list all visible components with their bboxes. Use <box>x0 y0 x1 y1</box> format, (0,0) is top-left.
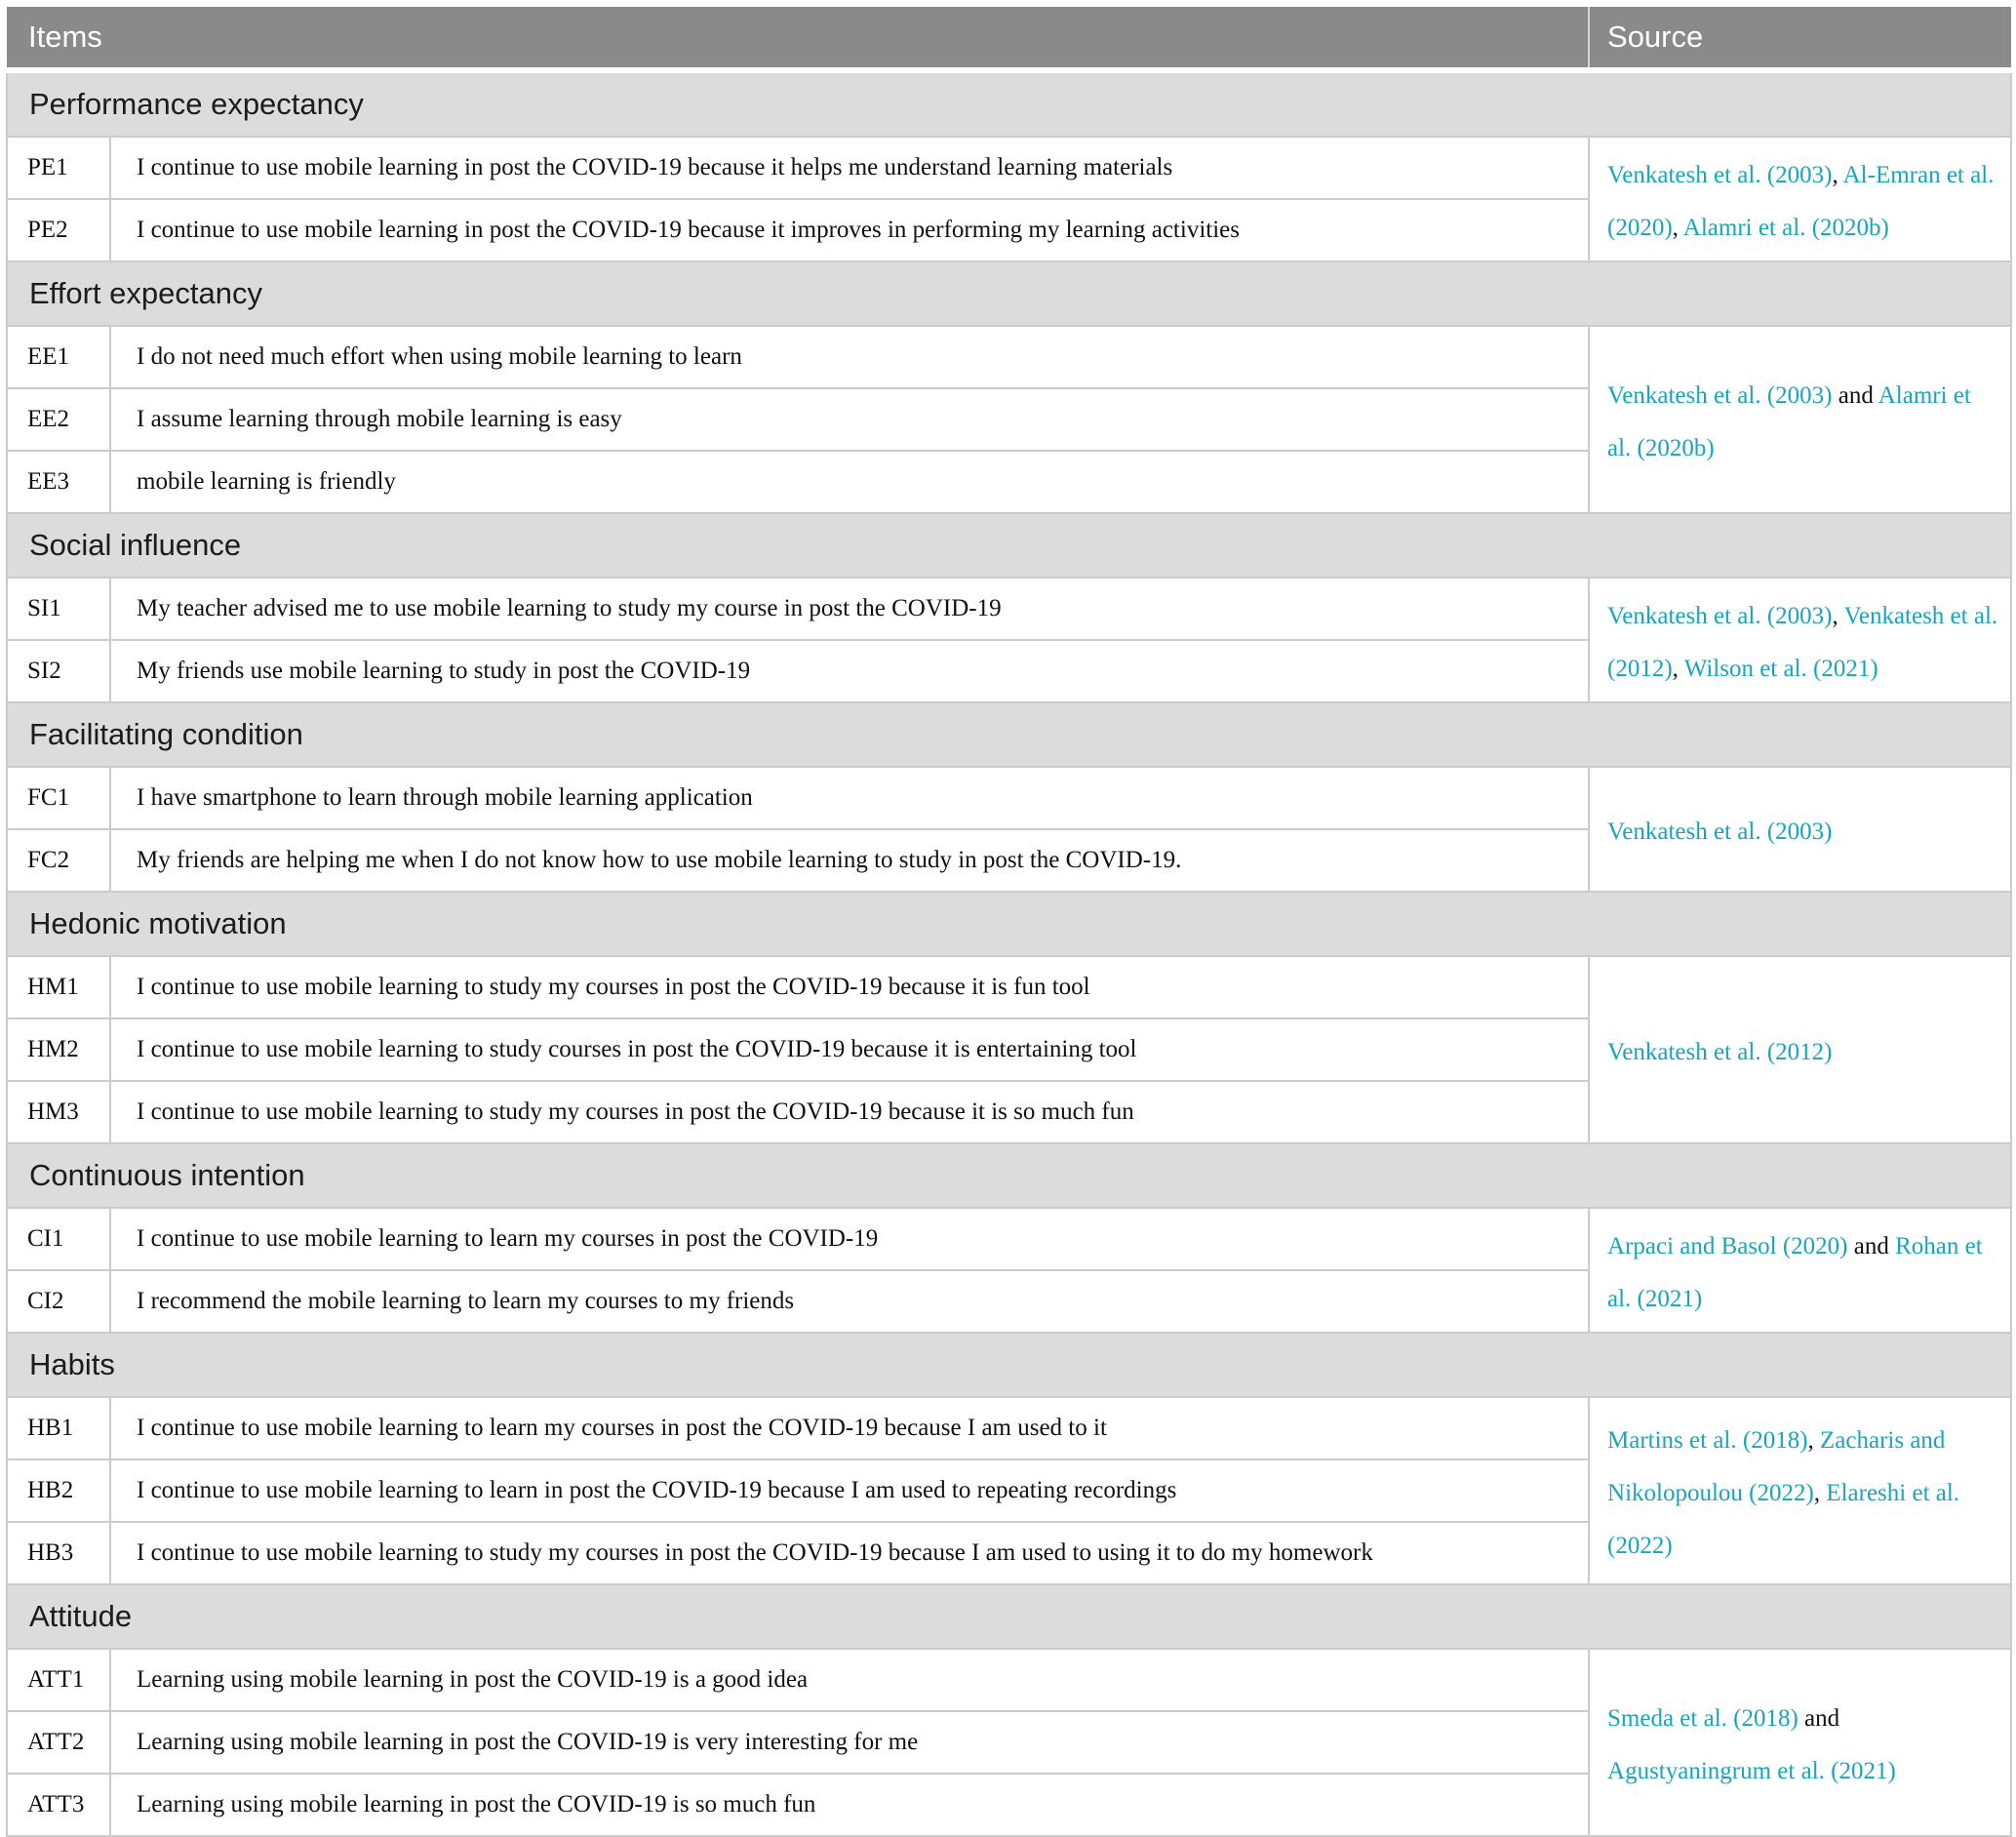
source-cell <box>1589 1397 2011 1584</box>
citation-link[interactable]: Zacharis and Nikolopoulou (2022) <box>1607 1427 1946 1506</box>
item-text: Learning using mobile learning in post the COVID-19 is very interesting for me <box>110 1711 1589 1774</box>
section-title: Habits <box>7 1333 2011 1397</box>
item-text: I continue to use mobile learning to learn in post the COVID-19 because I am used to repeating recordings <box>110 1459 1589 1522</box>
source-separator: and <box>1847 1233 1896 1259</box>
citation-link[interactable]: Venkatesh et al. (2003) <box>1607 603 1833 629</box>
item-code: SI2 <box>7 640 110 702</box>
item-text: My friends use mobile learning to study in post the COVID-19 <box>110 640 1589 702</box>
item-text: I continue to use mobile learning to study my courses in post the COVID-19 because it is so much fun <box>110 1081 1589 1143</box>
citation-link[interactable]: Al-Emran et al. (2020) <box>1607 162 1995 241</box>
section-title: Facilitating condition <box>7 702 2011 767</box>
item-code: PE2 <box>7 199 110 261</box>
item-code: HB2 <box>7 1459 110 1522</box>
item-code: EE3 <box>7 451 110 513</box>
source-separator: , <box>1672 656 1684 682</box>
section-row <box>7 70 2011 137</box>
section-title: Hedonic motivation <box>7 892 2011 956</box>
source-cell <box>1589 578 2011 702</box>
item-code: HM1 <box>7 956 110 1018</box>
item-code: SI1 <box>7 578 110 640</box>
item-code: HB3 <box>7 1522 110 1584</box>
citation-link[interactable]: Elareshi et al. (2022) <box>1607 1480 1960 1559</box>
section-row <box>7 1143 2011 1208</box>
section-title: Performance expectancy <box>7 70 2011 137</box>
item-code: HM3 <box>7 1081 110 1143</box>
item-text: Learning using mobile learning in post the COVID-19 is a good idea <box>110 1649 1589 1711</box>
section-title: Continuous intention <box>7 1143 2011 1208</box>
item-code: ATT2 <box>7 1711 110 1774</box>
citation-link[interactable]: Venkatesh et al. (2012) <box>1607 603 1998 682</box>
item-text: I continue to use mobile learning to study courses in post the COVID-19 because it is entertaining tool <box>110 1018 1589 1081</box>
citation-link[interactable]: Wilson et al. (2021) <box>1683 656 1878 682</box>
citation-link[interactable]: Arpaci and Basol (2020) <box>1607 1233 1848 1259</box>
section-row <box>7 1584 2011 1649</box>
item-code: CI1 <box>7 1208 110 1270</box>
source-cell <box>1589 326 2011 513</box>
source-separator: , <box>1832 162 1843 188</box>
item-text: I continue to use mobile learning to study my courses in post the COVID-19 because it is fun tool <box>110 956 1589 1018</box>
item-code: EE1 <box>7 326 110 388</box>
citation-link[interactable]: Agustyaningrum et al. (2021) <box>1607 1758 1896 1784</box>
section-title: Social influence <box>7 513 2011 578</box>
item-text: I assume learning through mobile learning is easy <box>110 388 1589 451</box>
source-cell <box>1589 1649 2011 1836</box>
citation-link[interactable]: Venkatesh et al. (2003) <box>1607 819 1833 845</box>
section-title: Attitude <box>7 1584 2011 1649</box>
citation-link[interactable]: Rohan et al. (2021) <box>1607 1233 1983 1312</box>
source-cell <box>1589 767 2011 892</box>
section-title: Effort expectancy <box>7 261 2011 326</box>
item-code: FC1 <box>7 767 110 829</box>
item-text: Learning using mobile learning in post the COVID-19 is so much fun <box>110 1774 1589 1836</box>
item-row <box>7 767 2011 829</box>
item-row <box>7 578 2011 640</box>
item-row <box>7 137 2011 199</box>
section-row <box>7 261 2011 326</box>
source-cell <box>1589 956 2011 1143</box>
citation-link[interactable]: Martins et al. (2018) <box>1607 1427 1808 1454</box>
header-source-label: Source <box>1589 7 2011 70</box>
header-row <box>7 7 2011 70</box>
item-text: I continue to use mobile learning in post the COVID-19 because it helps me understand learning materials <box>110 137 1589 199</box>
item-code: FC2 <box>7 829 110 892</box>
item-text: My friends are helping me when I do not know how to use mobile learning to study in post the COVID-19. <box>110 829 1589 892</box>
item-text: I continue to use mobile learning to learn my courses in post the COVID-19 because I am used to it <box>110 1397 1589 1459</box>
item-code: HM2 <box>7 1018 110 1081</box>
item-code: HB1 <box>7 1397 110 1459</box>
item-code: ATT3 <box>7 1774 110 1836</box>
source-cell <box>1589 137 2011 261</box>
item-text: I have smartphone to learn through mobile learning application <box>110 767 1589 829</box>
section-row <box>7 892 2011 956</box>
item-row <box>7 326 2011 388</box>
item-text: My teacher advised me to use mobile learning to study my course in post the COVID-19 <box>110 578 1589 640</box>
source-separator: , <box>1813 1480 1827 1506</box>
table-head <box>7 7 2011 70</box>
citation-link[interactable]: Alamri et al. (2020b) <box>1682 215 1889 241</box>
item-text: I do not need much effort when using mobile learning to learn <box>110 326 1589 388</box>
header-items-label: Items <box>7 7 1589 70</box>
table-body <box>7 70 2011 1836</box>
section-row <box>7 1333 2011 1397</box>
item-code: ATT1 <box>7 1649 110 1711</box>
source-separator: , <box>1807 1427 1821 1454</box>
citation-link[interactable]: Venkatesh et al. (2003) <box>1607 382 1833 409</box>
items-source-table <box>6 7 2012 1837</box>
section-row <box>7 513 2011 578</box>
source-cell <box>1589 1208 2011 1333</box>
citation-link[interactable]: Venkatesh et al. (2012) <box>1607 1039 1833 1065</box>
citation-link[interactable]: Alamri et al. (2020b) <box>1607 382 1971 461</box>
section-row <box>7 702 2011 767</box>
source-separator: and <box>1832 382 1878 409</box>
item-row <box>7 1397 2011 1459</box>
item-text: I continue to use mobile learning to learn my courses in post the COVID-19 <box>110 1208 1589 1270</box>
item-code: CI2 <box>7 1270 110 1333</box>
item-text: I continue to use mobile learning to study my courses in post the COVID-19 because I am used to using it to do my homework <box>110 1522 1589 1584</box>
citation-link[interactable]: Venkatesh et al. (2003) <box>1607 162 1833 188</box>
source-separator: , <box>1832 603 1844 629</box>
item-row <box>7 1208 2011 1270</box>
source-separator: and <box>1798 1705 1840 1732</box>
item-code: EE2 <box>7 388 110 451</box>
item-text: I continue to use mobile learning in post the COVID-19 because it improves in performing my learning activities <box>110 199 1589 261</box>
item-text: mobile learning is friendly <box>110 451 1589 513</box>
citation-link[interactable]: Smeda et al. (2018) <box>1607 1705 1799 1732</box>
item-row <box>7 1649 2011 1711</box>
item-row <box>7 956 2011 1018</box>
item-text: I recommend the mobile learning to learn my courses to my friends <box>110 1270 1589 1333</box>
item-code: PE1 <box>7 137 110 199</box>
source-separator: , <box>1672 215 1683 241</box>
